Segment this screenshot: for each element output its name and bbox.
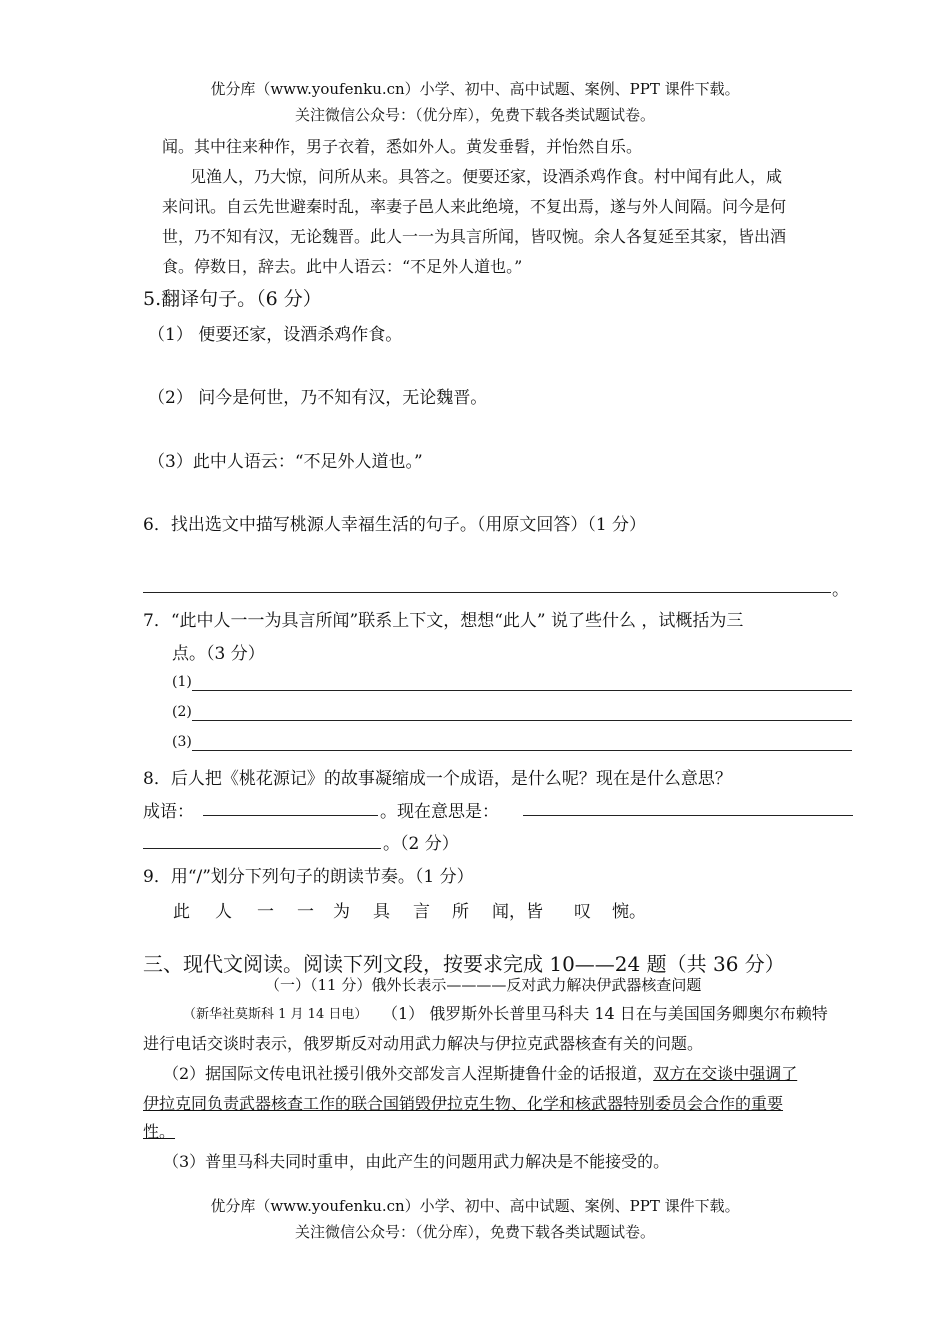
q7-answer-label-1: (1) <box>172 674 192 690</box>
q9-char-5: 为 <box>333 902 350 922</box>
header-line-2: 关注微信公众号：（优分库），免费下载各类试题试卷。 <box>294 106 655 124</box>
q7-answer-line-2[interactable] <box>192 720 852 721</box>
s3-p2-prefix: （2）据国际文传电讯社援引俄外交部发言人涅斯捷鲁什金的话报道， <box>163 1064 654 1083</box>
section-3-subtitle: （一）（11 分）俄外长表示————反对武力解决伊武器核查问题 <box>265 976 702 994</box>
header-line-1: 优分库（www.youfenku.cn）小学、初中、高中试题、案例、PPT 课件下载。 <box>210 80 740 98</box>
q9-char-10: 叹 <box>574 902 591 922</box>
s3-p1-line-2: 进行电话交谈时表示，俄罗斯反对动用武力解决与伊拉克武器核查有关的问题。 <box>143 1034 704 1053</box>
q8-score: 。（2 分） <box>383 834 459 854</box>
q9-char-9: 闻，皆 <box>492 902 543 922</box>
s3-p1-rest: （1） 俄罗斯外长普里马科夫 14 日在与美国国务卿奥尔布赖特 <box>382 1004 828 1023</box>
q9-char-4: 一 <box>297 902 314 922</box>
passage-line-2: 见渔人，乃大惊，问所从来。具答之。便要还家，设酒杀鸡作食。村中闻有此人，咸 <box>190 167 783 186</box>
q7-line-1: 7．“此中人一一为具言所闻”联系上下文，想想“此人” 说了些什么 ，试概括为三 <box>143 611 744 631</box>
s3-p2-line-1 <box>163 1061 797 1084</box>
q7-line-2: 点。（3 分） <box>172 644 265 664</box>
s3-p2-underlined-3: 性。 <box>143 1122 176 1141</box>
q6-text: 6．找出选文中描写桃源人幸福生活的句子。（用原文回答）（1 分） <box>143 515 647 535</box>
q9-char-1: 此 <box>173 902 190 922</box>
q5-sentence-2: （2） 问今是何世，乃不知有汉，无论魏晋。 <box>148 388 488 408</box>
passage-line-4: 世，乃不知有汉，无论魏晋。此人一一为具言所闻，皆叹惋。余人各复延至其家，皆出酒 <box>162 227 787 246</box>
passage-line-1: 闻。其中往来种作，男子衣着，悉如外人。黄发垂髫，并怡然自乐。 <box>162 137 643 156</box>
q9-line-1: 9．用“/”划分下列句子的朗读节奏。（1 分） <box>143 867 474 887</box>
q6-answer-line[interactable] <box>143 592 831 593</box>
q8-meaning-blank-1[interactable] <box>523 815 853 816</box>
footer-line-1: 优分库（www.youfenku.cn）小学、初中、高中试题、案例、PPT 课件下载。 <box>210 1197 740 1215</box>
section-3-title: 三、现代文阅读。阅读下列文段，按要求完成 10——24 题（共 36 分） <box>143 952 785 976</box>
q5-sentence-3: （3）此中人语云：“不足外人道也。” <box>148 452 423 472</box>
q7-answer-line-3[interactable] <box>192 750 852 751</box>
q8-meaning-label: 。现在意思是： <box>380 802 499 822</box>
q8-meaning-blank-2[interactable] <box>143 848 381 849</box>
q9-char-3: 一 <box>257 902 274 922</box>
q5-sentence-1: （1） 便要还家，设酒杀鸡作食。 <box>148 325 403 345</box>
footer-line-2: 关注微信公众号：（优分库），免费下载各类试题试卷。 <box>294 1223 655 1241</box>
q9-char-6: 具 <box>373 902 390 922</box>
q7-answer-label-3: (3) <box>172 734 192 750</box>
s3-p2-underlined-1: 双方在交谈中强调了 <box>653 1064 798 1083</box>
passage-line-3: 来问讯。自云先世避秦时乱，率妻子邑人来此绝境，不复出焉，遂与外人间隔。问今是何 <box>162 197 787 216</box>
q6-end-mark: 。 <box>832 580 849 600</box>
passage-line-5: 食。停数日，辞去。此中人语云：“不足外人道也。” <box>162 257 523 276</box>
s3-p3: （3）普里马科夫同时重申，由此产生的问题用武力解决是不能接受的。 <box>163 1152 670 1171</box>
q7-answer-label-2: (2) <box>172 704 192 720</box>
q7-answer-line-1[interactable] <box>192 690 852 691</box>
s3-p1-prefix: （新华社莫斯科 1 月 14 日电） <box>183 1007 368 1022</box>
q8-idiom-label: 成语： <box>143 802 194 822</box>
q8-line-1: 8．后人把《桃花源记》的故事凝缩成一个成语，是什么呢？现在是什么意思？ <box>143 769 732 789</box>
q9-char-11: 惋。 <box>612 902 646 922</box>
q5-title: 5.翻译句子。（6 分） <box>143 288 322 310</box>
q9-char-7: 言 <box>413 902 430 922</box>
q9-char-2: 人 <box>215 902 232 922</box>
s3-p2-underlined-2: 伊拉克同负责武器核查工作的联合国销毁伊拉克生物、化学和核武器特别委员会合作的重要 <box>143 1094 784 1113</box>
q8-idiom-blank[interactable] <box>203 815 378 816</box>
q9-char-8: 所 <box>452 902 469 922</box>
